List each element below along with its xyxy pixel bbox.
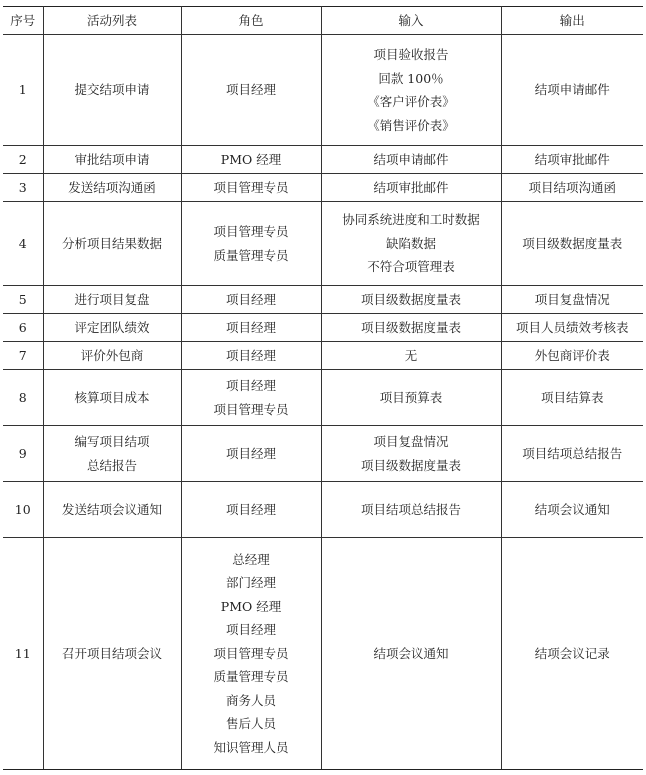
- inputs-cell: [321, 426, 501, 482]
- roles-line: 项目经理: [225, 501, 276, 517]
- activity-cell: [43, 538, 181, 770]
- outputs-lines: [505, 78, 641, 102]
- row-number-cell: 3: [3, 174, 43, 202]
- roles-cell: [181, 286, 321, 314]
- activity-lines: [47, 232, 178, 256]
- outputs-cell: [501, 202, 643, 286]
- inputs-cell: [321, 286, 501, 314]
- roles-line: 知识管理人员: [213, 739, 289, 755]
- outputs-lines: [505, 498, 641, 522]
- activity-cell: [43, 202, 181, 286]
- roles-lines: [185, 442, 318, 466]
- activity-line: 发送结项会议通知: [61, 501, 162, 517]
- outputs-lines: [505, 344, 641, 368]
- activity-line: 分析项目结果数据: [61, 235, 162, 251]
- activity-lines: [47, 176, 178, 200]
- inputs-line: 回款 100％: [378, 70, 444, 86]
- roles-line: 项目经理: [225, 378, 276, 393]
- activity-cell: [43, 35, 181, 146]
- inputs-cell: [321, 35, 501, 146]
- project-closure-activity-table: [3, 6, 643, 770]
- inputs-line: 项目验收报告: [373, 47, 449, 62]
- row-number-cell: 5: [3, 286, 43, 314]
- roles-line: 项目经理: [225, 445, 276, 461]
- roles-cell: [181, 370, 321, 426]
- table-row: [3, 342, 643, 370]
- inputs-cell: [321, 482, 501, 538]
- inputs-lines: [325, 288, 498, 312]
- inputs-line: 项目预算表: [379, 389, 443, 405]
- table-row: [3, 538, 643, 770]
- activity-line: 进行项目复盘: [74, 291, 150, 307]
- activity-cell: [43, 286, 181, 314]
- outputs-line: 外包商评价表: [534, 347, 610, 363]
- activity-lines: [47, 316, 178, 340]
- inputs-lines: [325, 208, 498, 279]
- outputs-cell: [501, 174, 643, 202]
- header-role: 角色: [181, 7, 321, 35]
- inputs-line: 结项审批邮件: [373, 179, 449, 195]
- activity-cell: [43, 426, 181, 482]
- activity-line: 召开项目结项会议: [61, 645, 162, 661]
- roles-line: 项目经理: [225, 291, 276, 307]
- outputs-lines: [505, 288, 641, 312]
- activity-lines: [47, 344, 178, 368]
- activity-cell: [43, 370, 181, 426]
- inputs-cell: [321, 370, 501, 426]
- activity-line: 评定团队绩效: [74, 319, 150, 335]
- roles-cell: [181, 146, 321, 174]
- roles-line: 项目管理专员: [213, 179, 289, 195]
- outputs-line: 结项会议通知: [534, 501, 610, 517]
- roles-cell: [181, 426, 321, 482]
- inputs-cell: [321, 202, 501, 286]
- header-row: [3, 7, 643, 35]
- header-activity: 活动列表: [43, 7, 181, 35]
- outputs-line: 项目结项沟通函: [528, 179, 616, 195]
- activity-line: 提交结项申请: [74, 82, 150, 98]
- roles-cell: [181, 482, 321, 538]
- inputs-lines: [325, 386, 498, 410]
- table-row: [3, 202, 643, 286]
- activity-line: 发送结项沟通函: [68, 179, 156, 195]
- outputs-lines: [505, 148, 641, 172]
- activity-cell: [43, 314, 181, 342]
- outputs-line: 项目结算表: [540, 389, 604, 405]
- roles-lines: [185, 498, 318, 522]
- outputs-cell: [501, 370, 643, 426]
- table-row: [3, 174, 643, 202]
- inputs-cell: [321, 538, 501, 770]
- roles-line: PMO 经理: [220, 151, 282, 167]
- table-header: [3, 7, 643, 35]
- roles-lines: [185, 220, 318, 267]
- roles-lines: [185, 288, 318, 312]
- table-row: [3, 426, 643, 482]
- outputs-line: 结项申请邮件: [534, 82, 610, 98]
- roles-lines: [185, 374, 318, 421]
- outputs-lines: [505, 442, 641, 466]
- roles-line: 售后人员: [225, 716, 276, 732]
- roles-line: 项目管理专员: [213, 645, 289, 661]
- inputs-line: 不符合项管理表: [367, 259, 455, 275]
- roles-cell: [181, 538, 321, 770]
- outputs-lines: [505, 176, 641, 200]
- activity-lines: [47, 498, 178, 522]
- roles-lines: [185, 176, 318, 200]
- activity-lines: [47, 430, 178, 477]
- outputs-lines: [505, 316, 641, 340]
- activity-line: 核算项目成本: [74, 389, 150, 405]
- inputs-line: 协同系统进度和工时数据: [342, 212, 480, 228]
- outputs-cell: [501, 314, 643, 342]
- row-number-cell: 1: [3, 35, 43, 146]
- roles-line: 商务人员: [225, 692, 276, 708]
- inputs-lines: [325, 642, 498, 666]
- row-number-cell: 8: [3, 370, 43, 426]
- outputs-cell: [501, 286, 643, 314]
- row-number-cell: 7: [3, 342, 43, 370]
- inputs-lines: [325, 344, 498, 368]
- outputs-cell: [501, 538, 643, 770]
- activity-lines: [47, 78, 178, 102]
- outputs-line: 项目结项总结报告: [522, 445, 623, 461]
- outputs-lines: [505, 386, 641, 410]
- inputs-lines: [325, 430, 498, 477]
- outputs-cell: [501, 482, 643, 538]
- roles-lines: [185, 316, 318, 340]
- inputs-line: 缺陷数据: [385, 235, 436, 251]
- inputs-line: 项目结项总结报告: [360, 501, 461, 517]
- roles-line: PMO 经理: [220, 598, 282, 614]
- outputs-line: 结项会议记录: [534, 645, 610, 661]
- activity-lines: [47, 386, 178, 410]
- inputs-lines: [325, 43, 498, 137]
- table-row: [3, 286, 643, 314]
- table-row: [3, 482, 643, 538]
- inputs-line: 项目级数据度量表: [360, 457, 461, 473]
- inputs-lines: [325, 148, 498, 172]
- roles-line: 项目管理专员: [213, 224, 289, 239]
- activity-lines: [47, 288, 178, 312]
- roles-line: 总经理: [232, 551, 270, 567]
- table-row: [3, 35, 643, 146]
- row-number-cell: 4: [3, 202, 43, 286]
- roles-lines: [185, 344, 318, 368]
- inputs-lines: [325, 316, 498, 340]
- outputs-cell: [501, 342, 643, 370]
- roles-lines: [185, 78, 318, 102]
- inputs-line: 《客户评价表》: [367, 94, 455, 109]
- table-body: [3, 35, 643, 770]
- outputs-lines: [505, 232, 641, 256]
- roles-cell: [181, 174, 321, 202]
- inputs-line: 无: [404, 347, 418, 363]
- header-output: 输出: [501, 7, 643, 35]
- roles-cell: [181, 202, 321, 286]
- roles-cell: [181, 314, 321, 342]
- roles-line: 项目经理: [225, 319, 276, 335]
- table-row: [3, 314, 643, 342]
- inputs-line: 项目复盘情况: [373, 434, 449, 449]
- outputs-line: 项目人员绩效考核表: [515, 319, 629, 335]
- header-input: 输入: [321, 7, 501, 35]
- inputs-line: 结项会议通知: [373, 645, 449, 661]
- row-number-cell: 6: [3, 314, 43, 342]
- roles-line: 质量管理专员: [213, 247, 289, 263]
- activity-line: 审批结项申请: [74, 151, 150, 167]
- row-number-cell: 2: [3, 146, 43, 174]
- outputs-line: 项目级数据度量表: [522, 235, 623, 251]
- inputs-lines: [325, 176, 498, 200]
- row-number-cell: 9: [3, 426, 43, 482]
- activity-line: 编写项目结项: [74, 434, 150, 449]
- activity-cell: [43, 146, 181, 174]
- activity-cell: [43, 342, 181, 370]
- outputs-line: 项目复盘情况: [534, 291, 610, 307]
- inputs-lines: [325, 498, 498, 522]
- activity-lines: [47, 148, 178, 172]
- activity-cell: [43, 482, 181, 538]
- roles-cell: [181, 342, 321, 370]
- roles-line: 质量管理专员: [213, 669, 289, 685]
- inputs-line: 项目级数据度量表: [360, 291, 461, 307]
- roles-line: 项目经理: [225, 622, 276, 638]
- roles-line: 项目管理专员: [213, 401, 289, 417]
- table-row: [3, 146, 643, 174]
- roles-line: 项目经理: [225, 347, 276, 363]
- activity-line: 总结报告: [86, 457, 137, 473]
- outputs-cell: [501, 146, 643, 174]
- outputs-lines: [505, 642, 641, 666]
- outputs-line: 结项审批邮件: [534, 151, 610, 167]
- inputs-line: 结项申请邮件: [373, 151, 449, 167]
- activity-line: 评价外包商: [80, 347, 144, 363]
- inputs-cell: [321, 314, 501, 342]
- roles-line: 部门经理: [225, 575, 276, 591]
- inputs-cell: [321, 146, 501, 174]
- table-row: [3, 370, 643, 426]
- roles-lines: [185, 548, 318, 760]
- inputs-cell: [321, 342, 501, 370]
- inputs-cell: [321, 174, 501, 202]
- inputs-line: 项目级数据度量表: [360, 319, 461, 335]
- row-number-cell: 11: [3, 538, 43, 770]
- roles-cell: [181, 35, 321, 146]
- activity-lines: [47, 642, 178, 666]
- roles-lines: [185, 148, 318, 172]
- inputs-line: 《销售评价表》: [367, 117, 455, 133]
- outputs-cell: [501, 426, 643, 482]
- activity-cell: [43, 174, 181, 202]
- row-number-cell: 10: [3, 482, 43, 538]
- roles-line: 项目经理: [225, 82, 276, 98]
- outputs-cell: [501, 35, 643, 146]
- header-no: 序号: [3, 7, 43, 35]
